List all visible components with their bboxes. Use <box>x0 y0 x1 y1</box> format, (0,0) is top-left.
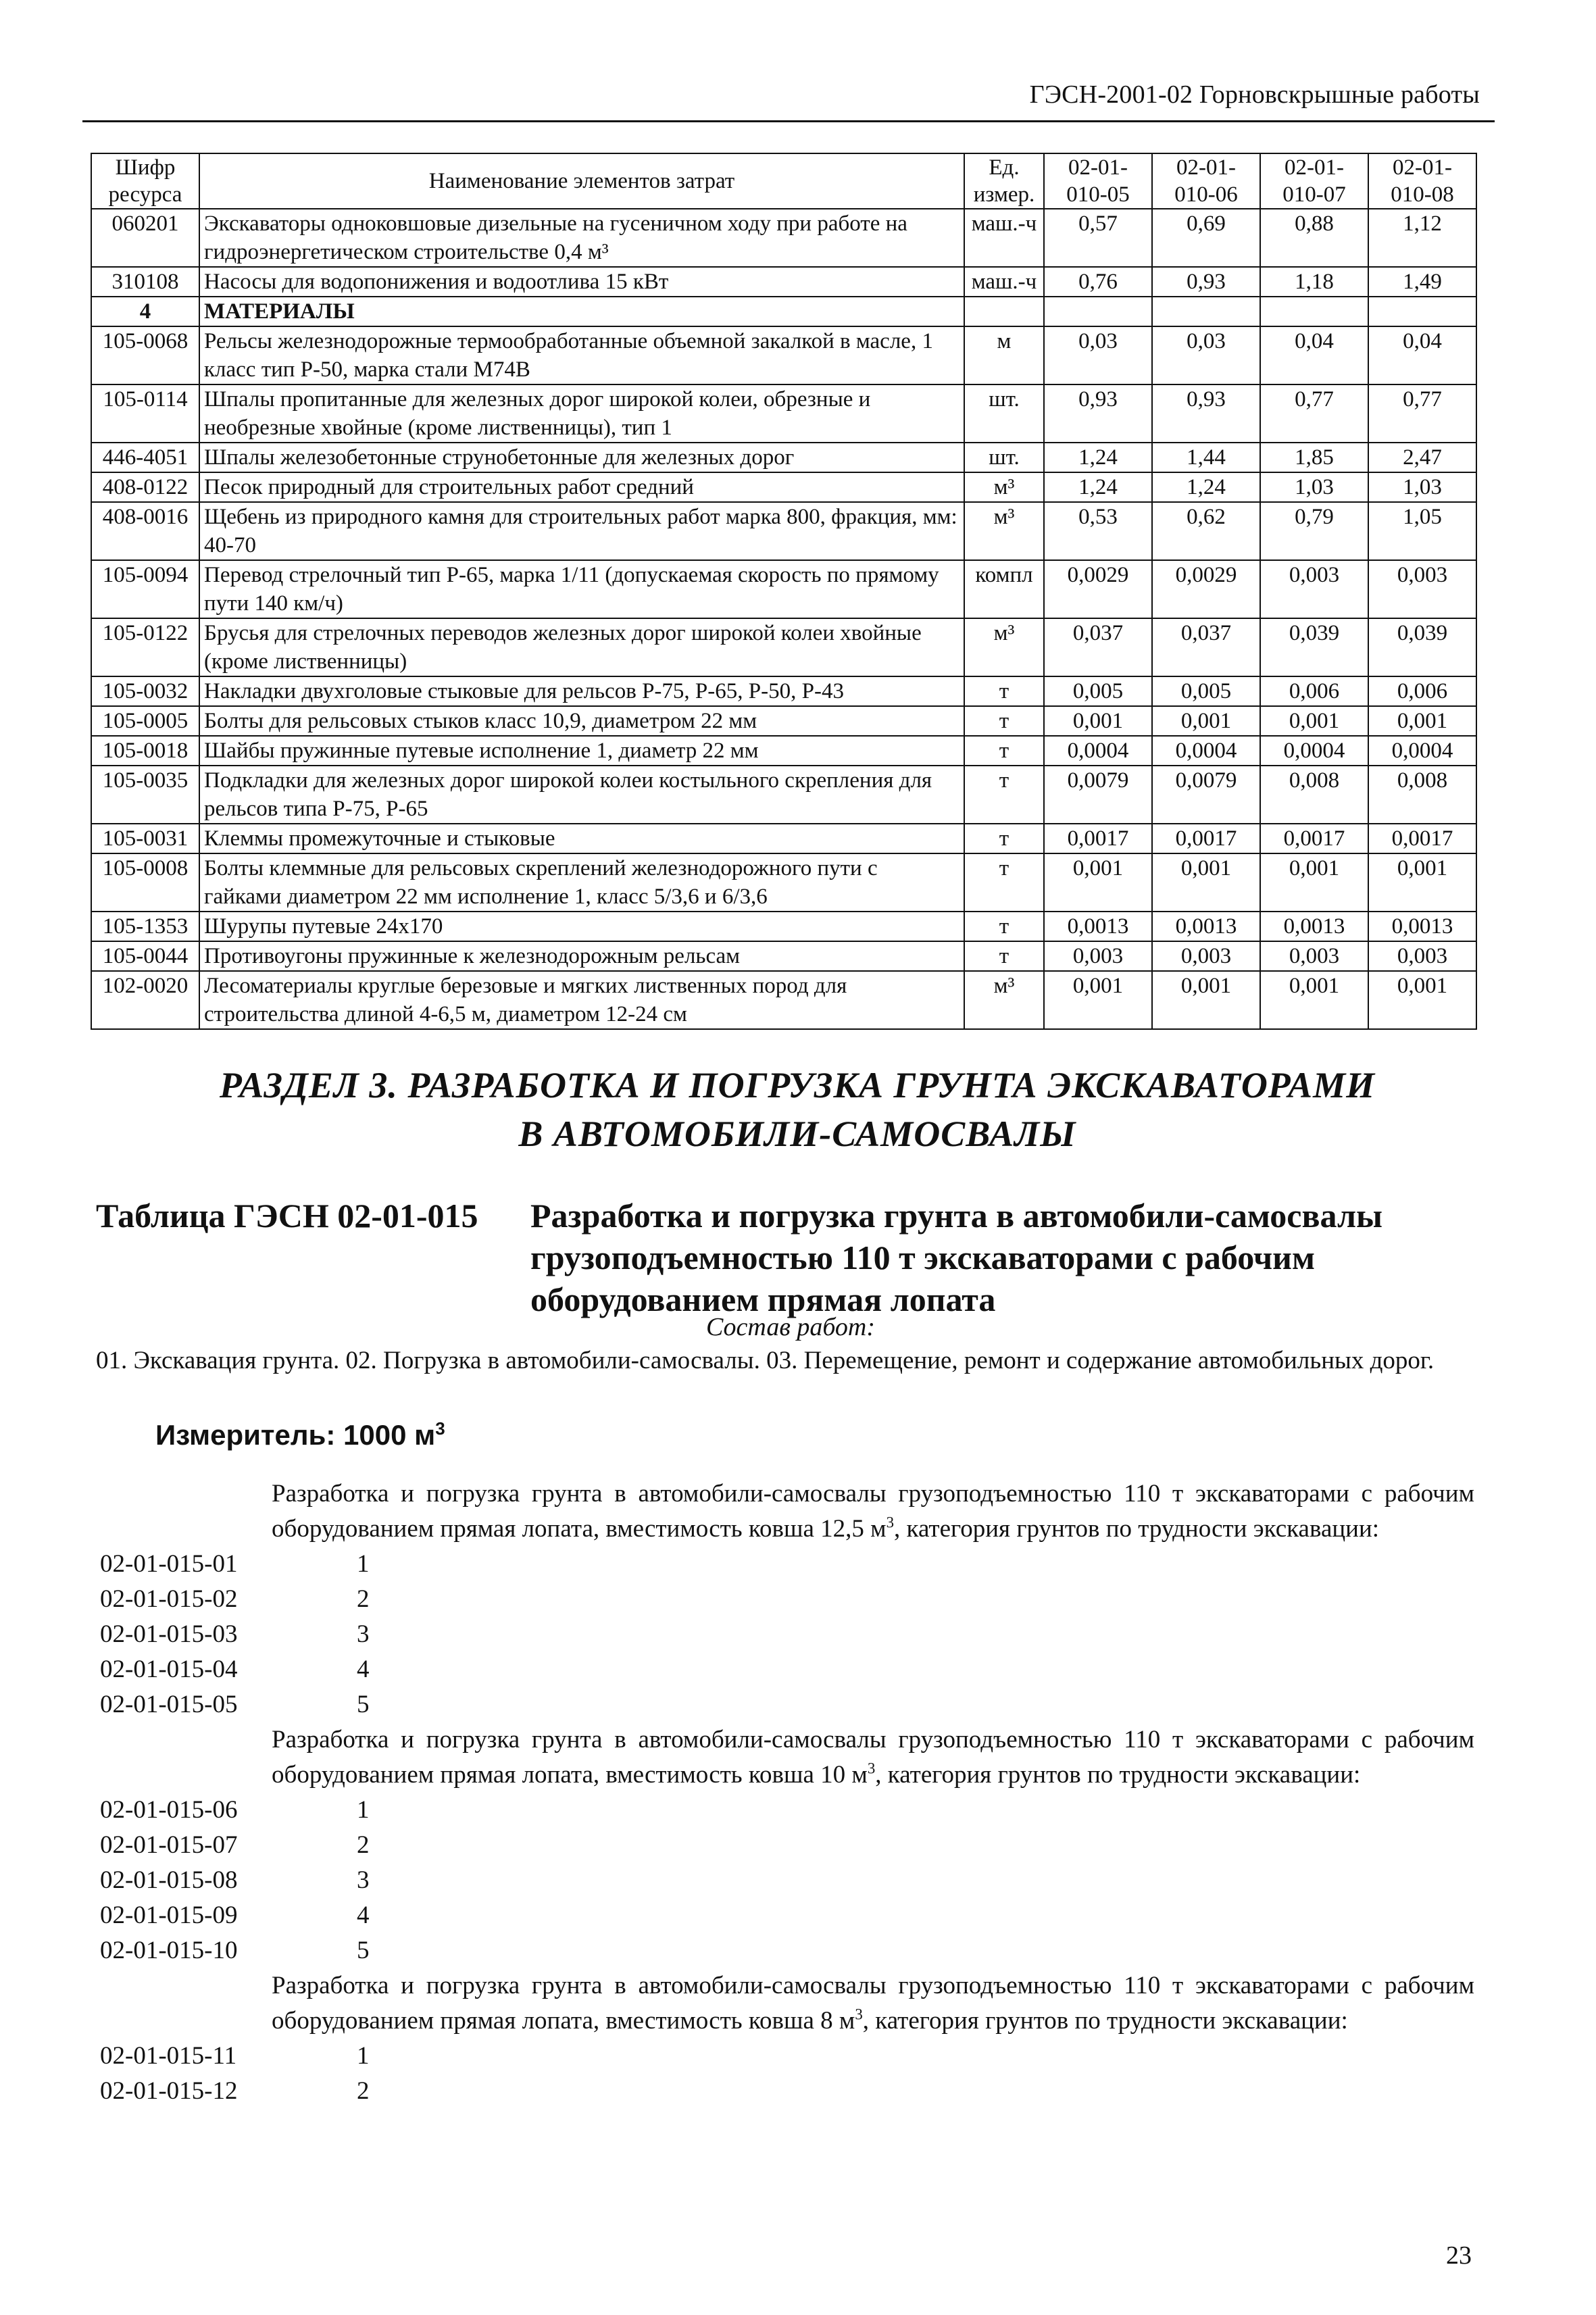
resource-code-cell: 105-0094 <box>91 560 199 618</box>
header-code: Шифр ресурса <box>91 153 199 209</box>
value-cell-3: 0,0017 <box>1260 824 1368 853</box>
table-title: Разработка и погрузка грунта в автомобили-самосвалы грузоподъемностью 110 т экскаваторами с рабочим оборудованием прямая лопата <box>530 1197 1383 1318</box>
value-cell-2: 0,001 <box>1152 853 1260 912</box>
value-cell-1: 0,037 <box>1044 618 1152 676</box>
table-row <box>91 941 1476 971</box>
table-row <box>91 824 1476 853</box>
value-cell-1 <box>1044 297 1152 326</box>
resource-name-cell: Шпалы пропитанные для железных дорог широкой колеи, обрезные и необрезные хвойные (кроме лиственницы), тип 1 <box>199 384 964 443</box>
value-cell-3: 0,04 <box>1260 326 1368 384</box>
value-cell-1: 0,005 <box>1044 676 1152 706</box>
value-cell-3: 0,039 <box>1260 618 1368 676</box>
unit-cell: т <box>964 824 1044 853</box>
group-description-tail: , категория грунтов по трудности экскавации: <box>894 1515 1380 1543</box>
section-title-line-2: В АВТОМОБИЛИ-САМОСВАЛЫ <box>518 1114 1076 1154</box>
list-item <box>0 1617 1596 1652</box>
value-cell-1: 0,0004 <box>1044 736 1152 766</box>
table-row <box>91 618 1476 676</box>
measure-superscript: 3 <box>435 1418 445 1439</box>
soil-category: 2 <box>357 2077 370 2105</box>
resource-name-cell: Перевод стрелочный тип Р-65, марка 1/11 (допускаемая скорость по прямому пути 140 км/ч) <box>199 560 964 618</box>
value-cell-1: 0,0079 <box>1044 766 1152 824</box>
value-cell-1: 0,03 <box>1044 326 1152 384</box>
works-heading: Состав работ: <box>705 1313 876 1341</box>
value-cell-4: 0,001 <box>1368 971 1476 1029</box>
unit-cell: маш.-ч <box>964 209 1044 267</box>
value-cell-1: 0,76 <box>1044 267 1152 297</box>
resource-code-cell: 310108 <box>91 267 199 297</box>
value-cell-2: 0,0013 <box>1152 912 1260 941</box>
unit-cell: компл <box>964 560 1044 618</box>
value-cell-2: 0,0017 <box>1152 824 1260 853</box>
resource-code-cell: 105-0032 <box>91 676 199 706</box>
resource-name-cell: Болты клеммные для рельсовых скреплений железнодорожного пути с гайками диаметром 22 мм исполнение 1, класс 5/3,6 и 6/3,6 <box>199 853 964 912</box>
value-cell-1: 0,0029 <box>1044 560 1152 618</box>
list-item <box>0 1582 1596 1617</box>
value-cell-1: 0,003 <box>1044 941 1152 971</box>
norm-code: 02-01-015-04 <box>100 1656 238 1683</box>
value-cell-3: 0,001 <box>1260 853 1368 912</box>
norm-code: 02-01-015-03 <box>100 1620 238 1648</box>
value-cell-4: 0,0013 <box>1368 912 1476 941</box>
norm-code: 02-01-015-09 <box>100 1901 238 1929</box>
table-header-row <box>91 153 1476 209</box>
value-cell-3: 0,003 <box>1260 560 1368 618</box>
soil-category: 1 <box>357 1550 370 1578</box>
table-label: Таблица ГЭСН 02-01-015 <box>96 1197 478 1235</box>
resource-name-cell: Песок природный для строительных работ средний <box>199 472 964 502</box>
list-item <box>0 1793 1596 1828</box>
value-cell-2: 0,0079 <box>1152 766 1260 824</box>
table-row <box>91 766 1476 824</box>
norm-code: 02-01-015-08 <box>100 1866 238 1894</box>
value-cell-4: 1,03 <box>1368 472 1476 502</box>
resource-name-cell: Рельсы железнодорожные термообработанные объемной закалкой в масле, 1 класс тип Р-50, марка стали М74В <box>199 326 964 384</box>
value-cell-3: 0,88 <box>1260 209 1368 267</box>
value-cell-2: 0,003 <box>1152 941 1260 971</box>
value-cell-3: 0,77 <box>1260 384 1368 443</box>
value-cell-2: 0,69 <box>1152 209 1260 267</box>
table-row <box>91 971 1476 1029</box>
value-cell-3: 0,006 <box>1260 676 1368 706</box>
header-rule <box>82 120 1495 122</box>
norm-code: 02-01-015-12 <box>100 2077 238 2105</box>
value-cell-4: 0,04 <box>1368 326 1476 384</box>
group-description-text: Разработка и погрузка грунта в автомобили-самосвалы грузоподъемностью 110 т экскаваторами с рабочим оборудованием прямая лопата, вместимость ковша 10 м <box>272 1726 1474 1789</box>
resource-name-cell: Клеммы промежуточные и стыковые <box>199 824 964 853</box>
norm-code: 02-01-015-05 <box>100 1691 238 1718</box>
value-cell-4: 0,039 <box>1368 618 1476 676</box>
list-item <box>0 1898 1596 1933</box>
unit-cell: м³ <box>964 618 1044 676</box>
group-description-superscript: 3 <box>855 2006 863 2023</box>
resource-name-cell: Шурупы путевые 24x170 <box>199 912 964 941</box>
resource-code-cell: 105-0031 <box>91 824 199 853</box>
unit-cell: шт. <box>964 384 1044 443</box>
resource-code-cell: 105-0114 <box>91 384 199 443</box>
list-item <box>0 1828 1596 1863</box>
resource-code-cell: 105-0044 <box>91 941 199 971</box>
value-cell-1: 0,001 <box>1044 706 1152 736</box>
unit-cell: м³ <box>964 502 1044 560</box>
value-cell-2: 1,44 <box>1152 443 1260 472</box>
group-description <box>272 1722 1474 1793</box>
value-cell-4: 1,12 <box>1368 209 1476 267</box>
resource-code-cell: 105-0018 <box>91 736 199 766</box>
value-cell-2: 0,0004 <box>1152 736 1260 766</box>
table-row <box>91 853 1476 912</box>
resource-code-cell: 446-4051 <box>91 443 199 472</box>
header-col-2: 02-01-010-06 <box>1152 153 1260 209</box>
section-title-line-1: РАЗДЕЛ 3. РАЗРАБОТКА И ПОГРУЗКА ГРУНТА ЭКСКАВАТОРАМИ <box>219 1065 1376 1105</box>
list-item <box>0 1933 1596 1968</box>
resource-name-cell: Болты для рельсовых стыков класс 10,9, диаметром 22 мм <box>199 706 964 736</box>
value-cell-2: 0,037 <box>1152 618 1260 676</box>
value-cell-3: 0,003 <box>1260 941 1368 971</box>
norm-code: 02-01-015-10 <box>100 1937 238 1964</box>
value-cell-4: 0,001 <box>1368 706 1476 736</box>
resource-name-cell: МАТЕРИАЛЫ <box>199 297 964 326</box>
value-cell-1: 0,001 <box>1044 971 1152 1029</box>
value-cell-4: 0,003 <box>1368 560 1476 618</box>
value-cell-3: 0,001 <box>1260 971 1368 1029</box>
value-cell-2: 0,001 <box>1152 706 1260 736</box>
unit-cell <box>964 297 1044 326</box>
table-row <box>91 706 1476 736</box>
value-cell-3: 0,79 <box>1260 502 1368 560</box>
unit-cell: м³ <box>964 971 1044 1029</box>
value-cell-1: 0,57 <box>1044 209 1152 267</box>
value-cell-1: 0,0017 <box>1044 824 1152 853</box>
value-cell-1: 0,53 <box>1044 502 1152 560</box>
norm-code: 02-01-015-07 <box>100 1831 238 1859</box>
soil-category: 2 <box>357 1585 370 1613</box>
value-cell-3: 0,0013 <box>1260 912 1368 941</box>
page-number: 23 <box>1446 2241 1472 2270</box>
value-cell-1: 1,24 <box>1044 472 1152 502</box>
group-description-text: Разработка и погрузка грунта в автомобили-самосвалы грузоподъемностью 110 т экскаваторами с рабочим оборудованием прямая лопата, вместимость ковша 8 м <box>272 1972 1474 2035</box>
value-cell-1: 0,001 <box>1044 853 1152 912</box>
resource-name-cell: Насосы для водопонижения и водоотлива 15 кВт <box>199 267 964 297</box>
group-description <box>272 1476 1474 1547</box>
resource-table-body <box>91 209 1476 1029</box>
unit-cell: т <box>964 912 1044 941</box>
table-row <box>91 297 1476 326</box>
header-col-4: 02-01-010-08 <box>1368 153 1476 209</box>
code-list <box>0 1476 1596 2109</box>
value-cell-2: 0,005 <box>1152 676 1260 706</box>
value-cell-3: 1,85 <box>1260 443 1368 472</box>
value-cell-2: 0,0029 <box>1152 560 1260 618</box>
unit-cell: т <box>964 766 1044 824</box>
value-cell-4: 0,001 <box>1368 853 1476 912</box>
soil-category: 2 <box>357 1831 370 1859</box>
resource-code-cell: 105-1353 <box>91 912 199 941</box>
unit-cell: маш.-ч <box>964 267 1044 297</box>
unit-cell: шт. <box>964 443 1044 472</box>
header-col-1: 02-01-010-05 <box>1044 153 1152 209</box>
soil-category: 3 <box>357 1866 370 1894</box>
norm-code: 02-01-015-11 <box>100 2042 237 2070</box>
value-cell-2: 0,001 <box>1152 971 1260 1029</box>
value-cell-2: 0,62 <box>1152 502 1260 560</box>
section-title <box>108 1061 1487 1158</box>
resource-name-cell: Накладки двухголовые стыковые для рельсов Р-75, Р-65, Р-50, Р-43 <box>199 676 964 706</box>
table-row <box>91 736 1476 766</box>
value-cell-4: 1,05 <box>1368 502 1476 560</box>
resource-code-cell: 105-0008 <box>91 853 199 912</box>
list-item <box>0 1687 1596 1722</box>
group-description <box>272 1968 1474 2039</box>
resource-name-cell: Брусья для стрелочных переводов железных дорог широкой колеи хвойные (кроме лиственницы) <box>199 618 964 676</box>
table-row <box>91 560 1476 618</box>
unit-cell: т <box>964 676 1044 706</box>
value-cell-1: 0,0013 <box>1044 912 1152 941</box>
unit-cell: т <box>964 736 1044 766</box>
norm-code: 02-01-015-01 <box>100 1550 238 1578</box>
table-row <box>91 267 1476 297</box>
resource-name-cell: Щебень из природного камня для строительных работ марка 800, фракция, мм: 40-70 <box>199 502 964 560</box>
value-cell-4: 0,0017 <box>1368 824 1476 853</box>
resource-name-cell: Шайбы пружинные путевые исполнение 1, диаметр 22 мм <box>199 736 964 766</box>
header-col-3: 02-01-010-07 <box>1260 153 1368 209</box>
running-header: ГЭСН-2001-02 Горновскрышные работы <box>1029 80 1480 109</box>
group-description-superscript: 3 <box>886 1514 895 1531</box>
resource-name-cell: Лесоматериалы круглые березовые и мягких лиственных пород для строительства длиной 4-6,5 м, диаметром 12-24 см <box>199 971 964 1029</box>
list-item <box>0 1652 1596 1687</box>
table-row <box>91 676 1476 706</box>
value-cell-4: 0,77 <box>1368 384 1476 443</box>
value-cell-4 <box>1368 297 1476 326</box>
soil-category: 5 <box>357 1691 370 1718</box>
resource-name-cell: Противоугоны пружинные к железнодорожным рельсам <box>199 941 964 971</box>
resource-code-cell: 105-0005 <box>91 706 199 736</box>
group-description-text: Разработка и погрузка грунта в автомобили-самосвалы грузоподъемностью 110 т экскаваторами с рабочим оборудованием прямая лопата, вместимость ковша 12,5 м <box>272 1480 1474 1543</box>
list-item <box>0 1863 1596 1898</box>
unit-cell: м³ <box>964 472 1044 502</box>
table-row <box>91 502 1476 560</box>
table-row <box>91 912 1476 941</box>
norm-code: 02-01-015-06 <box>100 1796 238 1824</box>
value-cell-2: 0,93 <box>1152 267 1260 297</box>
unit-cell: т <box>964 853 1044 912</box>
soil-category: 5 <box>357 1937 370 1964</box>
table-row <box>91 384 1476 443</box>
header-name: Наименование элементов затрат <box>199 153 964 209</box>
unit-cell: т <box>964 941 1044 971</box>
value-cell-3: 1,03 <box>1260 472 1368 502</box>
table-row <box>91 472 1476 502</box>
value-cell-2: 0,03 <box>1152 326 1260 384</box>
value-cell-3: 0,008 <box>1260 766 1368 824</box>
value-cell-3: 1,18 <box>1260 267 1368 297</box>
value-cell-3: 0,0004 <box>1260 736 1368 766</box>
value-cell-4: 1,49 <box>1368 267 1476 297</box>
value-cell-3 <box>1260 297 1368 326</box>
value-cell-4: 0,003 <box>1368 941 1476 971</box>
unit-cell: м <box>964 326 1044 384</box>
value-cell-3: 0,001 <box>1260 706 1368 736</box>
resource-code-cell: 105-0035 <box>91 766 199 824</box>
value-cell-4: 0,006 <box>1368 676 1476 706</box>
measure-unit <box>155 1419 445 1451</box>
value-cell-2 <box>1152 297 1260 326</box>
resource-code-cell: 102-0020 <box>91 971 199 1029</box>
header-unit: Ед. измер. <box>964 153 1044 209</box>
resource-table <box>91 153 1477 1030</box>
resource-code-cell: 105-0122 <box>91 618 199 676</box>
value-cell-2: 1,24 <box>1152 472 1260 502</box>
table-row <box>91 326 1476 384</box>
resource-code-cell: 408-0122 <box>91 472 199 502</box>
resource-code-cell: 060201 <box>91 209 199 267</box>
group-description-tail: , категория грунтов по трудности экскавации: <box>875 1761 1361 1789</box>
norm-code: 02-01-015-02 <box>100 1585 238 1613</box>
soil-category: 1 <box>357 2042 370 2070</box>
resource-code-cell: 105-0068 <box>91 326 199 384</box>
unit-cell: т <box>964 706 1044 736</box>
soil-category: 4 <box>357 1901 370 1929</box>
list-item <box>0 1547 1596 1582</box>
resource-code-cell: 408-0016 <box>91 502 199 560</box>
value-cell-2: 0,93 <box>1152 384 1260 443</box>
value-cell-1: 1,24 <box>1044 443 1152 472</box>
works-text: 01. Экскавация грунта. 02. Погрузка в автомобили-самосвалы. 03. Перемещение, ремонт и содержание автомобильных дорог. <box>96 1347 1435 1374</box>
soil-category: 1 <box>357 1796 370 1824</box>
list-item <box>0 2074 1596 2109</box>
group-description-superscript: 3 <box>867 1760 876 1777</box>
soil-category: 3 <box>357 1620 370 1648</box>
group-description-tail: , категория грунтов по трудности экскавации: <box>862 2007 1348 2035</box>
value-cell-4: 2,47 <box>1368 443 1476 472</box>
resource-code-cell: 4 <box>91 297 199 326</box>
resource-name-cell: Экскаваторы одноковшовые дизельные на гусеничном ходу при работе на гидроэнергетическом строительстве 0,4 м³ <box>199 209 964 267</box>
measure-label: Измеритель: 1000 м <box>155 1419 436 1451</box>
value-cell-1: 0,93 <box>1044 384 1152 443</box>
resource-name-cell: Подкладки для железных дорог широкой колеи костыльного скрепления для рельсов типа Р-75, Р-65 <box>199 766 964 824</box>
resource-name-cell: Шпалы железобетонные струнобетонные для железных дорог <box>199 443 964 472</box>
value-cell-4: 0,008 <box>1368 766 1476 824</box>
table-row <box>91 443 1476 472</box>
value-cell-4: 0,0004 <box>1368 736 1476 766</box>
table-row <box>91 209 1476 267</box>
soil-category: 4 <box>357 1656 370 1683</box>
list-item <box>0 2039 1596 2074</box>
